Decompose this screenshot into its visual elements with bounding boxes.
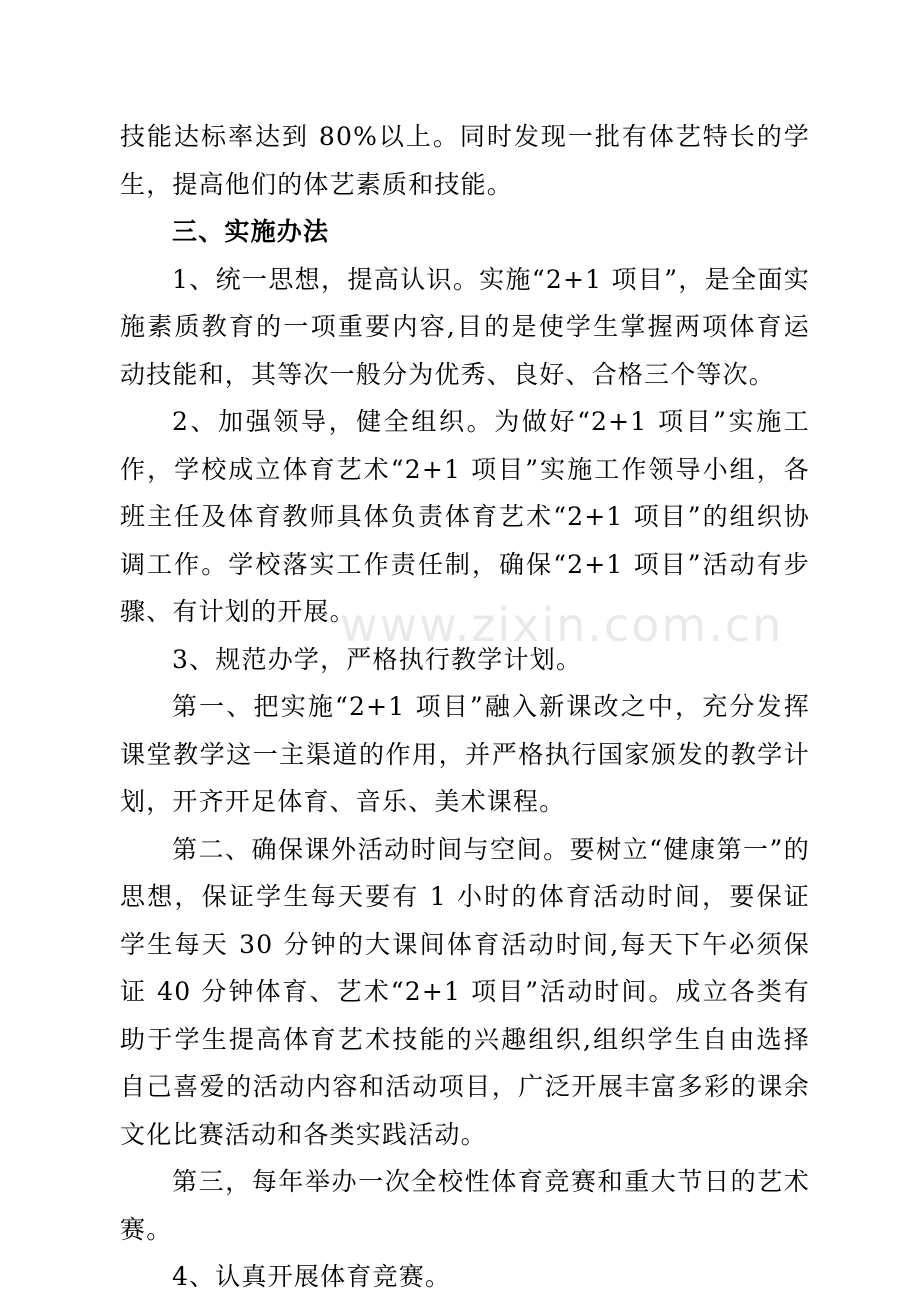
paragraph-first: 第一、把实施“2+1 项目”融入新课改之中，充分发挥课堂教学这一主渠道的作用，并严格执行国家颁发的教学计划，开齐开足体育、音乐、美术课程。 bbox=[120, 692, 810, 816]
document-body bbox=[120, 113, 810, 1301]
section-heading: 三、实施办法 bbox=[172, 217, 330, 246]
paragraph-item-4: 4、认真开展体育竞赛。 bbox=[172, 1262, 452, 1291]
paragraph-continuation: 技能达标率达到 80%以上。同时发现一批有体艺特长的学生，提高他们的体艺素质和技能。 bbox=[120, 122, 810, 199]
paragraph-second: 第二、确保课外活动时间与空间。要树立“健康第一”的思想，保证学生每天要有 1 小时的体育活动时间，要保证学生每天 30 分钟的大课间体育活动时间,每天下午必须保证 40 分钟体育、艺术“2+1 项目”活动时间。成立各类有助于学生提高体育艺术技能的兴趣组织,组织学生自由选择自己喜爱的活动内容和活动项目，广泛开展丰富多彩的课余文化比赛活动和各类实践活动。 bbox=[120, 834, 810, 1149]
paragraph-item-1: 1、统一思想，提高认识。实施“2+1 项目”，是全面实施素质教育的一项重要内容,目的是使学生掌握两项体育运动技能和，其等次一般分为优秀、良好、合格三个等次。 bbox=[120, 264, 810, 389]
paragraph-third: 第三，每年举办一次全校性体育竞赛和重大节日的艺术赛。 bbox=[120, 1167, 810, 1244]
watermark: www.zixin.com.cn bbox=[340, 598, 784, 652]
paragraph-item-2: 2、加强领导，健全组织。为做好“2+1 项目”实施工作，学校成立体育艺术“2+1 项目”实施工作领导小组，各班主任及体育教师具体负责体育艺术“2+1 项目”的组织协调工作。学校落实工作责任制，确保“2+1 项目”活动有步骤、有计划的开展。 bbox=[120, 407, 810, 626]
paragraph-item-3: 3、规范办学，严格执行教学计划。 bbox=[172, 644, 583, 674]
